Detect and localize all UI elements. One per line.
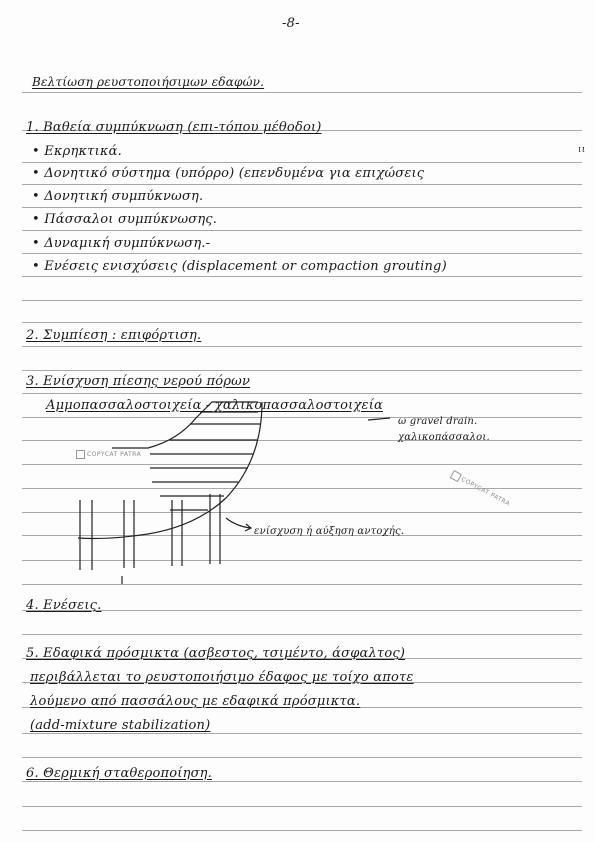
item1-bullet-4: • Πάσσαλοι συμπύκνωσης. xyxy=(32,212,218,227)
item1-heading: 1. Βαθεία συμπύκνωση (επι-τόπου μέθοδοι) xyxy=(26,120,322,135)
slope-surface xyxy=(112,402,258,448)
failure-arc xyxy=(78,402,262,539)
margin-mark: ιι xyxy=(578,145,586,155)
item3-heading: 3. Ενίσχυση πίεσης νερού πόρων xyxy=(26,374,251,389)
figure-label-gravel-drain: ω gravel drain. xyxy=(398,416,478,427)
arrow-line xyxy=(226,518,250,528)
copyshop-stamp-left: COPYCAT PATRA xyxy=(76,450,141,459)
item5-line-4: (add-mixture stabilization) xyxy=(30,718,211,733)
item1-bullet-5: • Δυναμική συμπύκνωση.- xyxy=(32,236,211,251)
item6-text: 6. Θερμική σταθεροποίηση. xyxy=(26,766,212,781)
page-title: Βελτίωση ρευστοποιήσιμων εδαφών. xyxy=(32,75,265,89)
item1-bullet-1: • Εκρηκτικά. xyxy=(32,144,122,159)
item1-bullet-3: • Δονητική συμπύκνωση. xyxy=(32,189,204,204)
item3-subheading: Αμμοπασσαλοστοιχεία - χαλικοπασσαλοστοιχεία xyxy=(46,398,383,413)
figure-arrow-label: ενίσχυση ή αύξηση αντοχής. xyxy=(254,526,405,537)
item1-bullet-6: • Ενέσεις ενισχύσεις (displacement or compaction grouting) xyxy=(32,259,447,274)
copyshop-stamp-right: COPYCAT PATRA xyxy=(450,470,512,509)
item4-text: 4. Ενέσεις. xyxy=(26,598,102,613)
item1-bullet-2: • Δονητικό σύστημα (υπόρρο) (επενδυμένα για επιχώσεις xyxy=(32,166,425,181)
item5-line-3: λούμενο από πασσάλους με εδαφικά πρόσμικτα. xyxy=(30,694,361,709)
item5-line-2: περιβάλλεται το ρευστοποιήσιμο έδαφος με τοίχο αποτε xyxy=(30,670,414,685)
page-number: -8- xyxy=(282,16,300,31)
item2-text: 2. Συμπίεση : επιφόρτιση. xyxy=(26,328,202,343)
figure-label-gravel-piles: χαλικοπάσσαλοι. xyxy=(398,432,490,443)
item5-line-1: 5. Εδαφικά πρόσμικτα (ασβεστος, τσιμέντο, άσφαλτος) xyxy=(26,646,406,661)
